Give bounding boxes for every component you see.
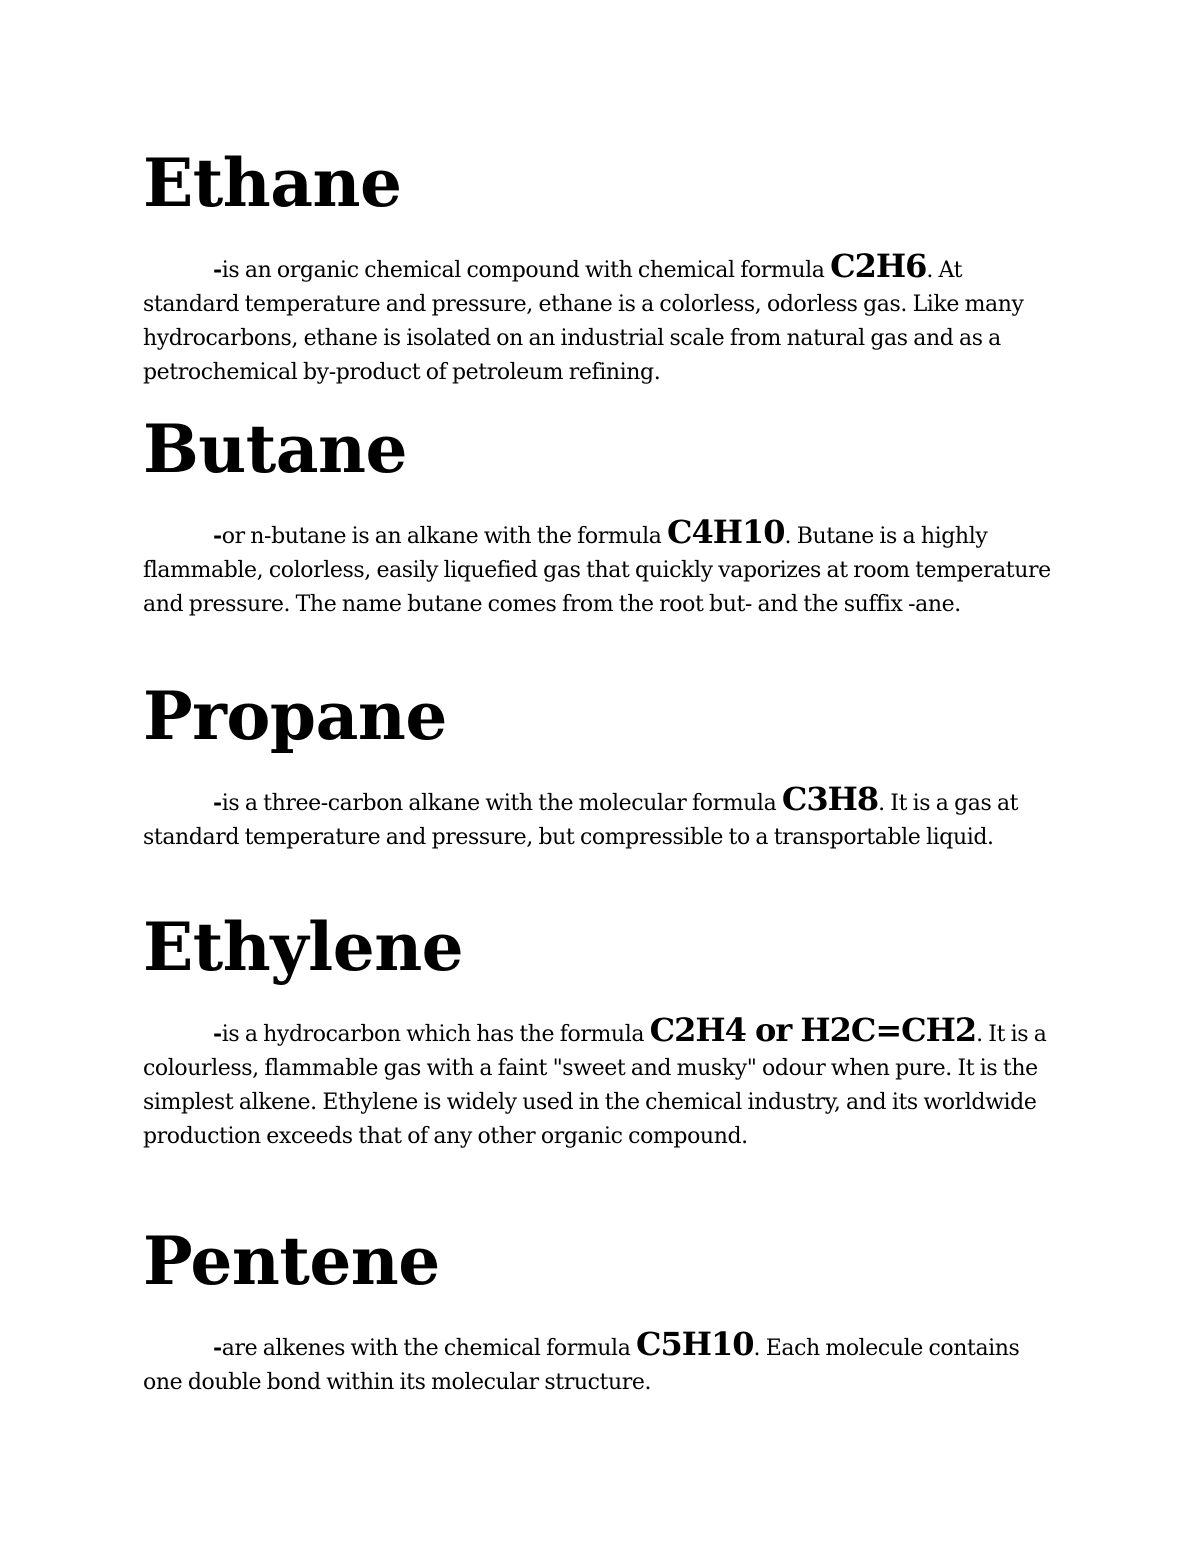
text-after-pentene: . Each molecule contains one double bond within its molecular structure. bbox=[143, 1336, 1020, 1395]
text-after-butane: . Butane is a highly flammable, colorless, easily liquefied gas that quickly vaporizes at room temperature and pressure. The name butane comes from the root but- and the suffix -ane. bbox=[143, 524, 1051, 617]
text-before-pentene: are alkenes with the chemical formula bbox=[221, 1336, 637, 1361]
text-before-propane: is a three-carbon alkane with the molecular formula bbox=[221, 791, 782, 816]
section-text-ethylene bbox=[143, 1011, 1063, 1154]
section-title-propane: Propane bbox=[143, 677, 447, 755]
text-before-butane: or n-butane is an alkane with the formula bbox=[221, 524, 668, 549]
formula-pentene: C5H10 bbox=[636, 1325, 754, 1363]
dash-pentene: - bbox=[213, 1335, 222, 1361]
formula-butane: C4H10 bbox=[667, 513, 785, 551]
dash-ethane: - bbox=[213, 257, 222, 283]
formula-ethane: C2H6 bbox=[830, 247, 927, 285]
dash-ethylene: - bbox=[213, 1021, 222, 1047]
formula-ethylene: C2H4 or H2C=CH2 bbox=[649, 1011, 977, 1049]
section-title-ethane: Ethane bbox=[143, 144, 402, 222]
text-after-ethylene: . It is a colourless, flammable gas with a faint "sweet and musky" odour when pure. It is the simplest alkene. Ethylene is widely used in the chemical industry, and its worldwide production exceeds that of any other organic compound. bbox=[143, 1022, 1047, 1149]
section-title-butane: Butane bbox=[143, 410, 407, 488]
section-text-ethane bbox=[143, 247, 1063, 390]
dash-propane: - bbox=[213, 790, 222, 816]
section-text-pentene bbox=[143, 1325, 1063, 1400]
text-before-ethane: is an organic chemical compound with chemical formula bbox=[221, 258, 831, 283]
dash-butane: - bbox=[213, 523, 222, 549]
section-text-butane bbox=[143, 513, 1063, 622]
section-title-ethylene: Ethylene bbox=[143, 908, 464, 986]
section-title-pentene: Pentene bbox=[143, 1222, 440, 1300]
text-after-ethane: . At standard temperature and pressure, ethane is a colorless, odorless gas. Like many hydrocarbons, ethane is isolated on an industrial scale from natural gas and as a petrochemical by-product of petroleum refining. bbox=[143, 258, 1024, 385]
text-after-propane: . It is a gas at standard temperature and pressure, but compressible to a transportable liquid. bbox=[143, 791, 1019, 850]
section-text-propane bbox=[143, 780, 1063, 855]
text-before-ethylene: is a hydrocarbon which has the formula bbox=[221, 1022, 650, 1047]
formula-propane: C3H8 bbox=[781, 780, 879, 818]
